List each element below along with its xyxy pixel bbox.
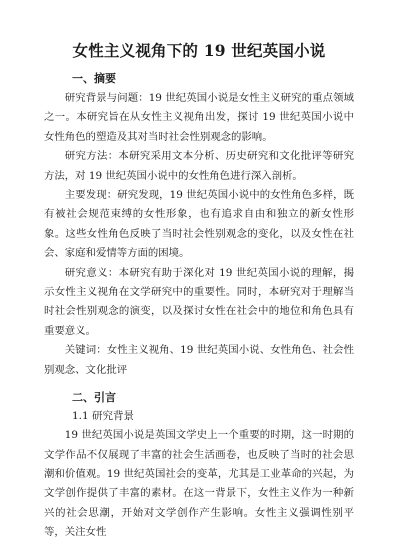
abstract-heading: 一、摘要 xyxy=(72,72,116,85)
document-title: 女性主义视角下的 19 世纪英国小说 xyxy=(72,41,326,60)
introduction-heading: 二、引言 xyxy=(72,391,116,405)
abstract-findings-paragraph: 主要发现：研究发现，19 世纪英国小说中的女性角色多样，既有被社会规范束缚的女性形象，也有追求自由和独立的新女性形象。这些女性角色反映了当时社会性别观念的变化，以及女性在社会、家庭和爱情等方面的困境。 xyxy=(44,189,354,260)
keywords-paragraph: 关键词：女性主义视角、19 世纪英国小说、女性角色、社会性别观念、文化批评 xyxy=(44,344,354,376)
research-background-subheading: 1.1 研究背景 xyxy=(72,410,135,423)
abstract-background-paragraph: 研究背景与问题：19 世纪英国小说是女性主义研究的重点领域之一。本研究旨在从女性主义视角出发，探讨 19 世纪英国小说中女性角色的塑造及其对当时社会性别观念的影响。 xyxy=(44,92,354,143)
introduction-paragraph: 19 世纪英国小说是英国文学史上一个重要的时期，这一时期的文学作品不仅展现了丰富的社会生活画卷，也反映了当时的社会思潮和价值观。19 世纪英国社会的变革，尤其是工业革命的兴起，为文学创作提供了丰富的素材。在这一背景下，女性主义作为一种新兴的社会思潮，开始对文学创作产生影响。女性主义强调性别平等，关注女性 xyxy=(44,429,354,539)
abstract-methods-paragraph: 研究方法：本研究采用文本分析、历史研究和文化批评等研究方法，对 19 世纪英国小说中的女性角色进行深入剖析。 xyxy=(44,150,354,182)
abstract-significance-paragraph: 研究意义：本研究有助于深化对 19 世纪英国小说的理解，揭示女性主义视角在文学研究中的重要性。同时，本研究对于理解当时社会性别观念的演变，以及探讨女性在社会中的地位和角色具有重要意义。 xyxy=(44,266,354,337)
